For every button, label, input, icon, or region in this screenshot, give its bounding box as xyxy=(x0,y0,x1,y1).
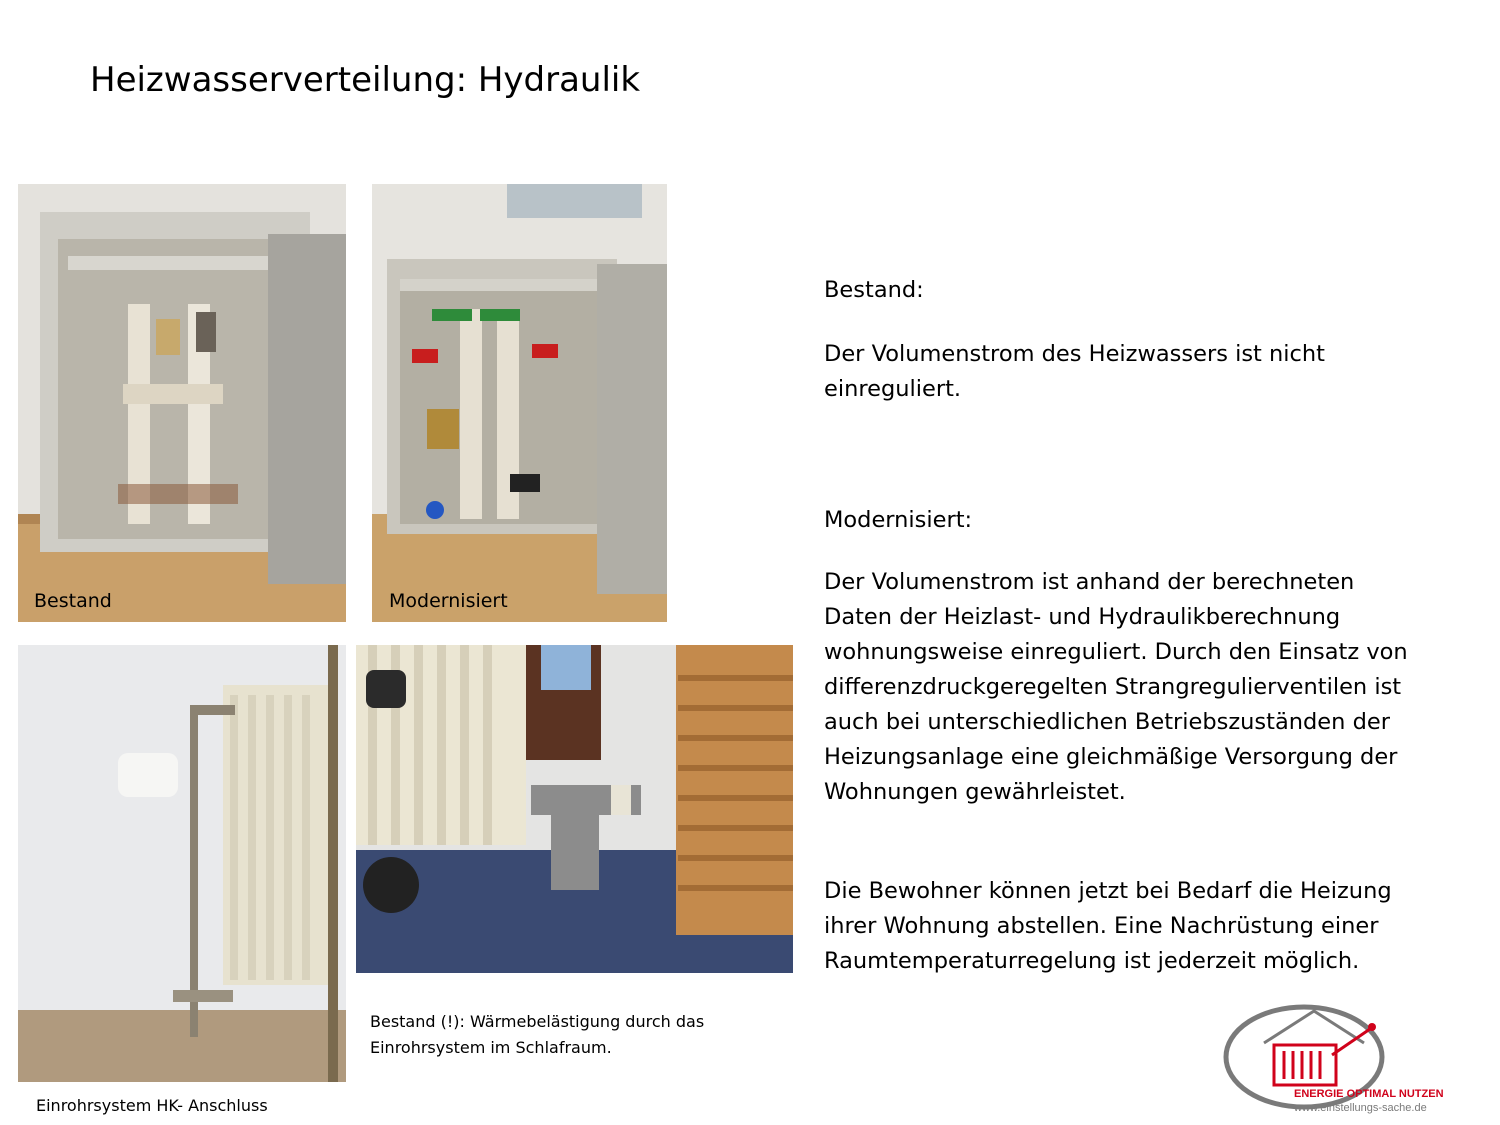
photo-label-modernisiert: Modernisiert xyxy=(389,590,508,612)
text-bewohner-body xyxy=(824,874,1414,979)
text-modernisiert-body xyxy=(824,565,1414,810)
modernisiert-heading: Modernisiert: xyxy=(824,507,973,533)
photo-caption-radiator: Einrohrsystem HK- Anschluss xyxy=(36,1096,268,1115)
bestand-body: Der Volumenstrom des Heizwassers ist nicht einreguliert. xyxy=(824,341,1325,402)
logo-name: ENERGIE OPTIMAL NUTZEN xyxy=(1294,1088,1444,1100)
photo-bestand xyxy=(18,184,346,622)
photo-radiator xyxy=(18,645,346,1082)
text-bestand-heading xyxy=(824,273,1424,308)
photo-modernisiert xyxy=(372,184,667,622)
modernisiert-body: Der Volumenstrom ist anhand der berechneten Daten der Heizlast- und Hydraulikberechnung wohnungsweise einreguliert. Durch den Einsatz von differenzdruckgeregelten Strangregulierventilen ist auch bei unterschiedlichen Betriebszuständen der Heizungsanlage eine gleichmäßige Versorgung der Wohnungen gewährleistet. xyxy=(824,569,1408,805)
page-title: Heizwasserverteilung: Hydraulik xyxy=(90,60,641,100)
photo-schlafraum xyxy=(356,645,793,973)
logo xyxy=(1222,995,1484,1117)
bestand-heading: Bestand: xyxy=(824,277,924,303)
photo-label-bestand: Bestand xyxy=(34,590,112,612)
logo-url: www.einstellungs-sache.de xyxy=(1294,1102,1427,1114)
text-modernisiert-heading xyxy=(824,503,1424,538)
bewohner-body: Die Bewohner können jetzt bei Bedarf die Heizung ihrer Wohnung abstellen. Eine Nachrüstung einer Raumtemperaturregelung ist jederzeit möglich. xyxy=(824,878,1392,974)
photo-caption-schlafraum: Bestand (!): Wärmebelästigung durch das Einrohrsystem im Schlafraum. xyxy=(370,1012,705,1057)
text-bestand-body xyxy=(824,337,1384,407)
